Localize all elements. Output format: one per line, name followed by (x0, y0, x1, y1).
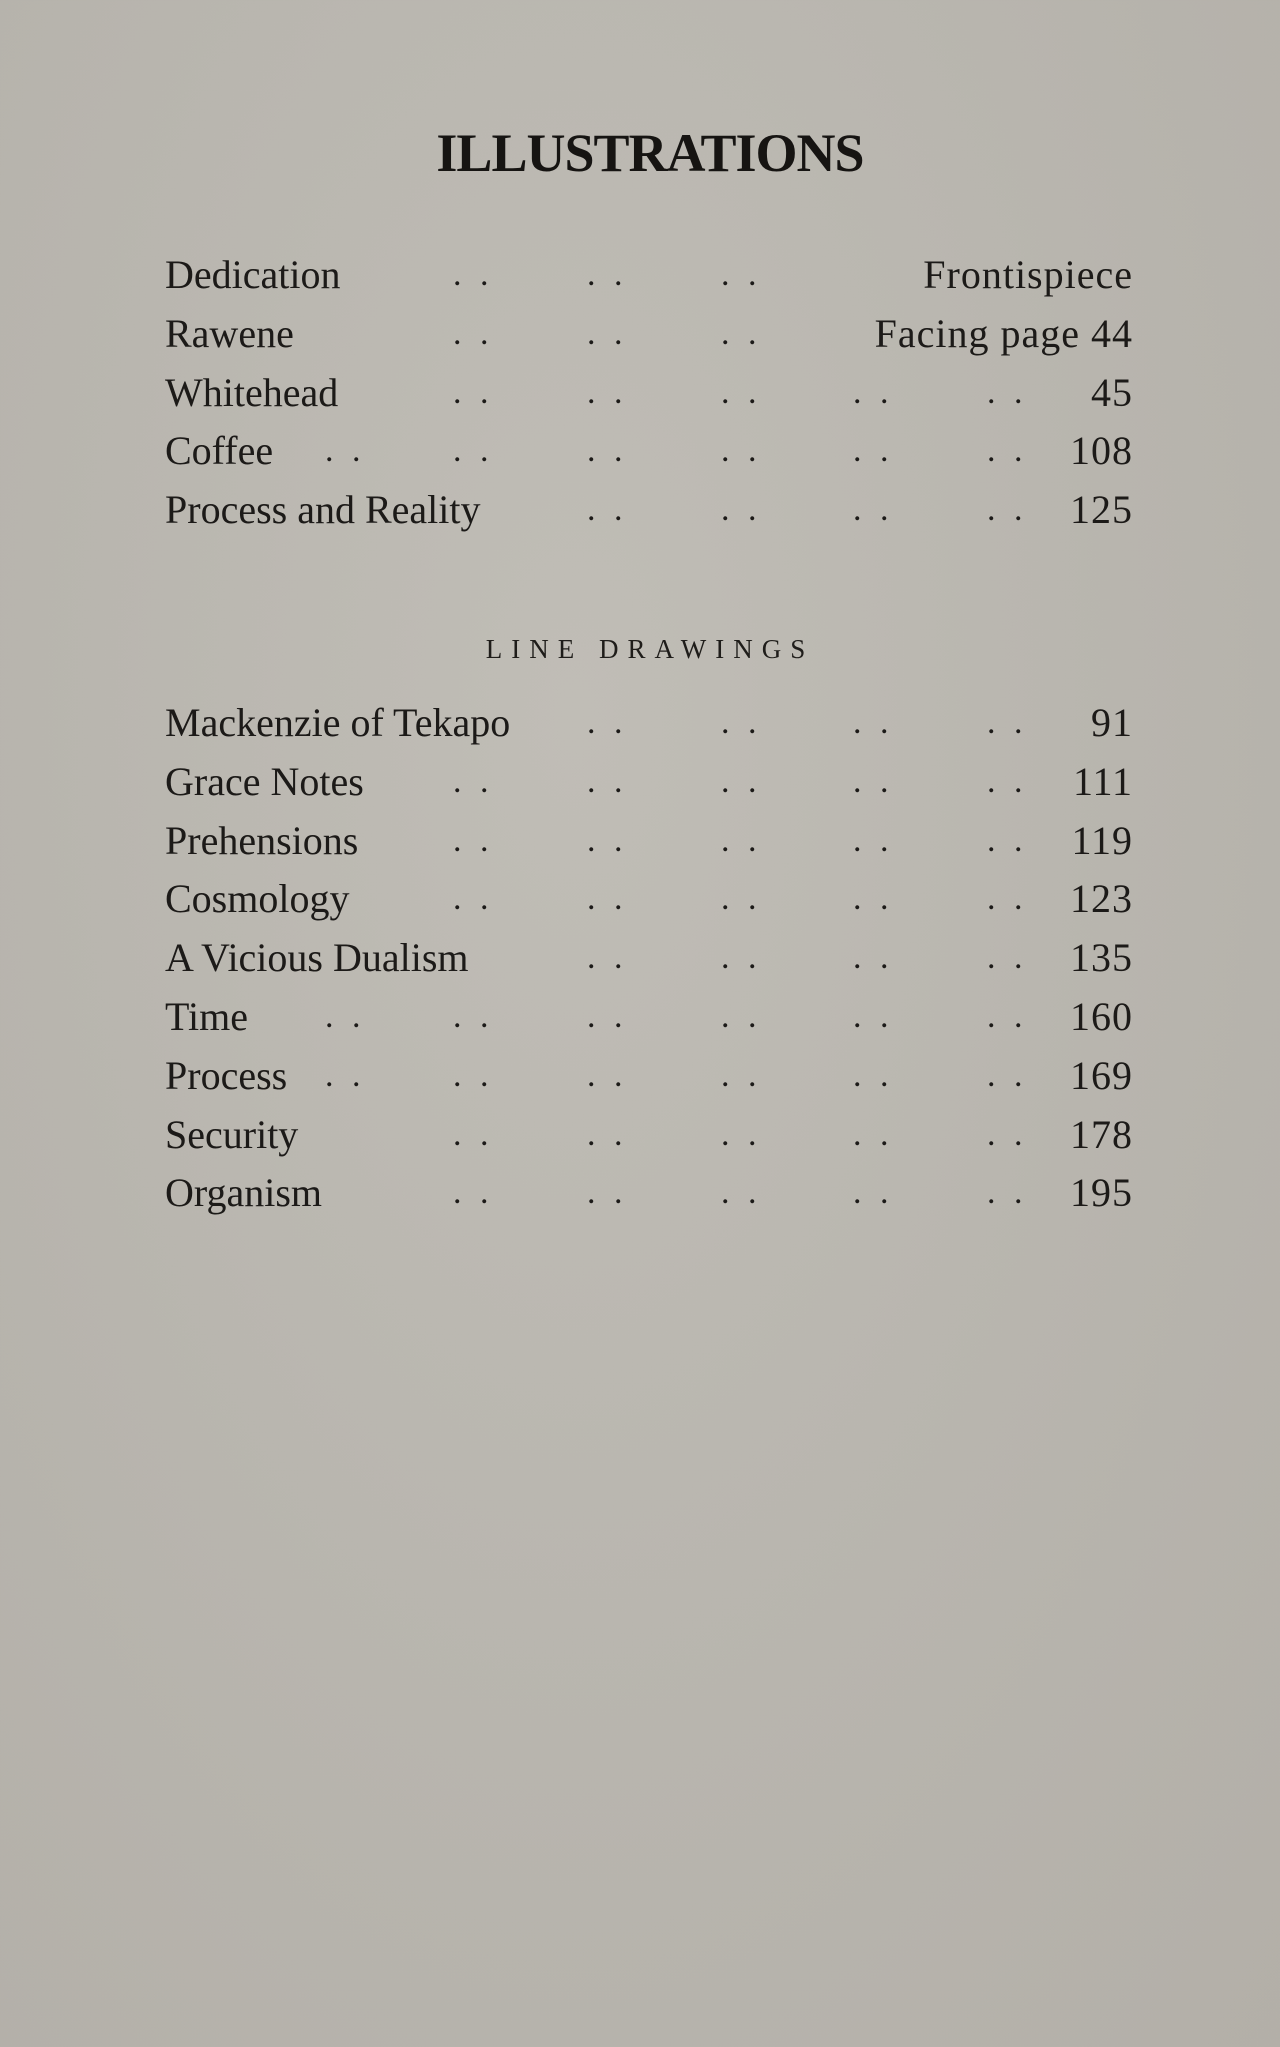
item-label: Process (165, 1052, 288, 1098)
leader-dots: . . (721, 880, 762, 918)
line-drawings-list (165, 694, 1135, 1223)
leader-dots: . . (587, 1056, 628, 1094)
list-item (165, 870, 1135, 929)
item-label: Cosmology (165, 876, 350, 922)
list-item (165, 246, 1135, 305)
leader-dots: . . (587, 256, 628, 293)
leader-dots: . . (453, 432, 494, 470)
leader-dots: . . (721, 1056, 762, 1094)
item-page: 108 (1070, 428, 1133, 474)
leader-dots: . . (587, 821, 628, 859)
list-item (165, 753, 1135, 812)
leader-dots: . . (721, 432, 762, 470)
leader-dots: . . (721, 1174, 762, 1212)
leader-dots: . . (721, 491, 762, 529)
item-page: 125 (1070, 487, 1133, 533)
leader-dots: . . (853, 432, 894, 470)
item-label: Prehensions (165, 817, 359, 863)
item-label: Mackenzie of Tekapo (165, 700, 511, 745)
leader-dots: . . (587, 1174, 628, 1212)
item-page: 169 (1070, 1052, 1133, 1098)
item-label: Dedication (165, 252, 341, 297)
leader-dots: . . (453, 256, 494, 293)
item-page: 123 (1070, 876, 1133, 922)
item-page: Facing page 44 (874, 310, 1133, 356)
leader-dots: . . (325, 1056, 366, 1094)
leader-dots: . . (853, 880, 894, 918)
leader-dots: . . (987, 373, 1028, 411)
page-title: ILLUSTRATIONS (436, 123, 864, 183)
leader-dots: . . (721, 997, 762, 1035)
leader-dots: . . (721, 314, 762, 352)
item-page: 160 (1070, 993, 1133, 1039)
leader-dots: . . (721, 704, 762, 741)
item-page: 195 (1070, 1170, 1133, 1216)
leader-dots: . . (987, 997, 1028, 1035)
item-page: 135 (1070, 935, 1133, 981)
item-page: Frontispiece (923, 252, 1133, 297)
leader-dots: . . (587, 432, 628, 470)
leader-dots: . . (453, 880, 494, 918)
list-item (165, 1106, 1135, 1165)
leader-dots: . . (853, 704, 894, 741)
item-page: 91 (1091, 700, 1133, 745)
list-item (165, 481, 1135, 540)
list-item (165, 305, 1135, 364)
leader-dots: . . (853, 821, 894, 859)
leader-dots: . . (587, 880, 628, 918)
item-label: Process and Reality (165, 487, 481, 533)
leader-dots: . . (721, 821, 762, 859)
leader-dots: . . (453, 373, 494, 411)
leader-dots: . . (721, 939, 762, 977)
leader-dots: . . (853, 1174, 894, 1212)
leader-dots: . . (721, 256, 762, 293)
list-item (165, 422, 1135, 481)
leader-dots: . . (587, 491, 628, 529)
item-label: Rawene (165, 310, 294, 356)
leader-dots: . . (721, 373, 762, 411)
leader-dots: . . (453, 1115, 494, 1153)
item-label: Whitehead (165, 369, 339, 415)
leader-dots: . . (453, 997, 494, 1035)
leader-dots: . . (987, 1115, 1028, 1153)
leader-dots: . . (325, 997, 366, 1035)
leader-dots: . . (987, 1056, 1028, 1094)
section-heading: LINE DRAWINGS (485, 634, 815, 664)
leader-dots: . . (853, 939, 894, 977)
leader-dots: . . (587, 1115, 628, 1153)
list-item (165, 364, 1135, 423)
leader-dots: . . (987, 1174, 1028, 1212)
leader-dots: . . (587, 939, 628, 977)
leader-dots: . . (453, 762, 494, 800)
leader-dots: . . (853, 373, 894, 411)
leader-dots: . . (987, 704, 1028, 741)
leader-dots: . . (325, 432, 366, 470)
leader-dots: . . (587, 314, 628, 352)
item-page: 111 (1072, 758, 1133, 804)
leader-dots: . . (987, 821, 1028, 859)
item-label: A Vicious Dualism (165, 935, 469, 981)
item-page: 178 (1070, 1111, 1133, 1157)
leader-dots: . . (721, 1115, 762, 1153)
leader-dots: . . (853, 1056, 894, 1094)
leader-dots: . . (853, 491, 894, 529)
leader-dots: . . (587, 704, 628, 741)
list-item (165, 694, 1135, 753)
leader-dots: . . (987, 762, 1028, 800)
item-label: Organism (165, 1170, 323, 1216)
leader-dots: . . (853, 762, 894, 800)
leader-dots: . . (587, 762, 628, 800)
item-page: 45 (1091, 369, 1133, 415)
list-item (165, 929, 1135, 988)
item-page: 119 (1071, 817, 1133, 863)
leader-dots: . . (853, 997, 894, 1035)
leader-dots: . . (721, 762, 762, 800)
leader-dots: . . (587, 373, 628, 411)
leader-dots: . . (587, 997, 628, 1035)
leader-dots: . . (987, 432, 1028, 470)
leader-dots: . . (453, 314, 494, 352)
leader-dots: . . (853, 1115, 894, 1153)
list-item (165, 1047, 1135, 1106)
leader-dots: . . (453, 1174, 494, 1212)
illustrations-list (165, 246, 1135, 540)
leader-dots: . . (453, 821, 494, 859)
leader-dots: . . (987, 880, 1028, 918)
list-item (165, 1164, 1135, 1223)
list-item (165, 988, 1135, 1047)
leader-dots: . . (987, 491, 1028, 529)
leader-dots: . . (987, 939, 1028, 977)
item-label: Grace Notes (165, 758, 364, 804)
item-label: Security (165, 1111, 299, 1157)
list-item (165, 812, 1135, 871)
item-label: Time (165, 993, 249, 1039)
leader-dots: . . (453, 1056, 494, 1094)
item-label: Coffee (165, 428, 274, 474)
